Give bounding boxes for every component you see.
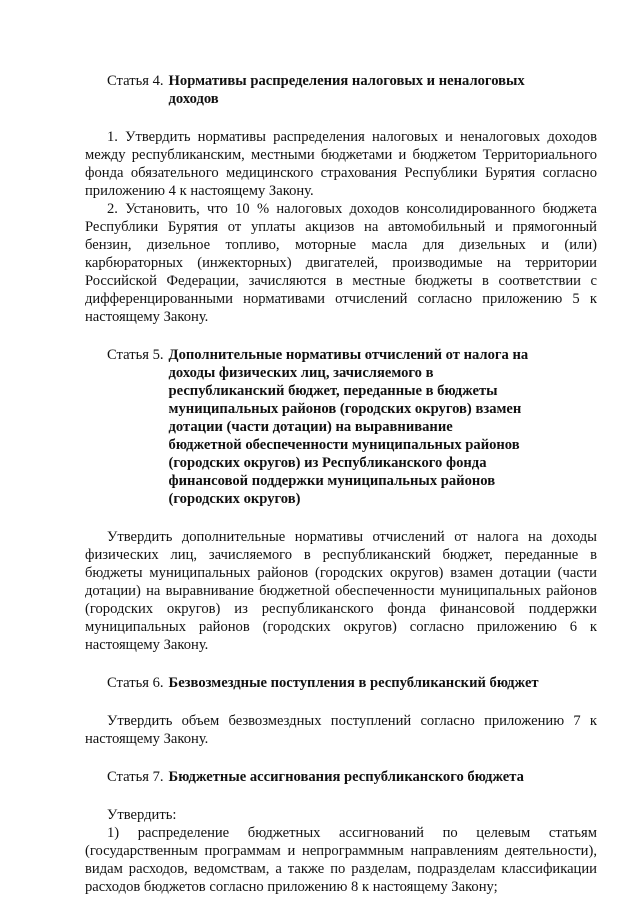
article-7-heading: [85, 768, 597, 786]
article-6-label: Статья 6.: [107, 675, 164, 691]
article-5-title: Дополнительные нормативы отчислений от налога на доходы физических лиц, зачисляемого в республиканский бюджет, переданные в бюджеты муниципальных районов (городских округов) взамен дотации (части дотации) на выравнивание бюджетной обеспеченности муниципальных районов (городских округов) из Республиканского фонда финансовой поддержки муниципальных районов (городских округов): [168, 347, 529, 507]
article-7-title: Бюджетные ассигнования республиканского бюджета: [168, 769, 524, 785]
article-6-title: Безвозмездные поступления в республиканский бюджет: [168, 675, 539, 691]
article-5-heading: [85, 346, 597, 508]
article-4-title: Нормативы распределения налоговых и неналоговых доходов: [168, 73, 525, 107]
article-4-heading: [85, 72, 597, 108]
document-page: [85, 72, 597, 896]
article-5-paragraph-1: Утвердить дополнительные нормативы отчислений от налога на доходы физических лиц, зачисляемого в республиканский бюджет, переданные в бюджеты муниципальных районов (городских округов) взамен дотации (части дотации) на выравнивание бюджетной обеспеченности муниципальных районов (городских округов) из республиканского фонда финансовой поддержки муниципальных районов (городских округов) согласно приложению 6 к настоящему Закону.: [85, 529, 597, 653]
article-4-paragraph-1: 1. Утвердить нормативы распределения налоговых и неналоговых доходов между республиканским, местными бюджетами и бюджетом Территориального фонда обязательного медицинского страхования Республики Бурятия согласно приложению 4 к настоящему Закону.: [85, 129, 597, 199]
article-6-heading: [85, 674, 597, 692]
article-7-paragraph-2: 1) распределение бюджетных ассигнований по целевым статьям (государственным программам и непрограммным направлениям деятельности), видам расходов, ведомствам, а также по разделам, подразделам классификации расходов бюджетов согласно приложению 8 к настоящему Закону;: [85, 825, 597, 895]
article-4-paragraph-2: 2. Установить, что 10 % налоговых доходов консолидированного бюджета Республики Бурятия от уплаты акцизов на автомобильный и прямогонный бензин, дизельное топливо, моторные масла для дизельных и (или) карбюраторных (инжекторных) двигателей, производимые на территории Российской Федерации, зачисляются в местные бюджеты в соответствии с дифференцированными нормативами отчислений согласно приложению 5 к настоящему Закону.: [85, 201, 597, 325]
article-6-paragraph-1: Утвердить объем безвозмездных поступлений согласно приложению 7 к настоящему Закону.: [85, 713, 597, 747]
article-7-paragraph-1: Утвердить:: [107, 807, 177, 823]
article-5-label: Статья 5.: [107, 347, 164, 363]
article-7-label: Статья 7.: [107, 769, 164, 785]
article-4-label: Статья 4.: [107, 73, 164, 89]
